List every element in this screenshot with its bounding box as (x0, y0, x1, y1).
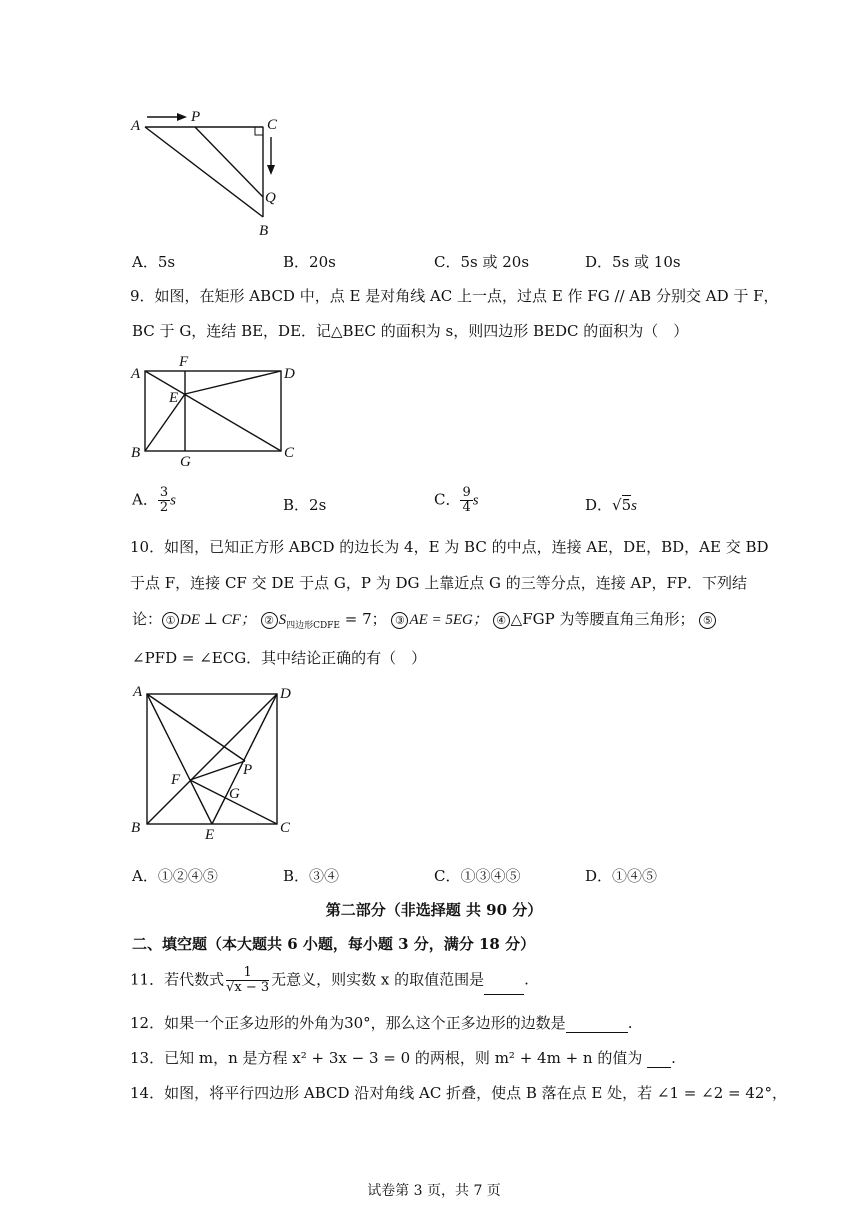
q9-option-c: C． $\frac{9}{4}$ s (434, 485, 479, 515)
q9-label-a: A (131, 366, 141, 382)
q8-option-c: C．5s 或 20s (434, 253, 530, 271)
q8-option-b: B．20s (283, 253, 336, 271)
q10-label-c: C (280, 820, 291, 836)
q10-label-p: P (243, 762, 253, 778)
q10-option-d: D．①④⑤ (585, 867, 658, 885)
conclusion-3-marker: ③ (391, 612, 408, 629)
page-footer: 试卷第 3 页，共 7 页 (367, 1183, 501, 1199)
q14-text: 14．如图，将平行四边形 ABCD 沿对角线 AC 折叠，使点 B 落在点 E 处，若 ∠1 = ∠2 = 42°， (130, 1084, 787, 1102)
q10-figure (125, 680, 300, 840)
q8-option-d: D．5s 或 10s (585, 253, 681, 271)
q9-label-e: E (169, 390, 179, 406)
q9-label-g: G (180, 454, 191, 470)
q10-label-f: F (171, 772, 181, 788)
q9-label-d: D (284, 366, 295, 382)
q10-text-line1: 10．如图，已知正方形 ABCD 的边长为 4，E 为 BC 的中点，连接 AE，DE，BD，AE 交 BD (130, 538, 769, 556)
q8-option-a: A．5s (132, 253, 176, 271)
q11-text: 11．若代数式 $\frac{1}{√x - 3}$ 无意义，则实数 x 的取值范围是 . (130, 965, 529, 995)
conclusion-5-marker: ⑤ (699, 612, 716, 629)
q9-text-line2: BC 于 G，连结 BE，DE．记△BEC 的面积为 s，则四边形 BEDC 的面积为（ ） (132, 322, 689, 340)
conclusion-1-marker: ① (162, 612, 179, 629)
fill-in-heading: 二、填空题（本大题共 6 小题，每小题 3 分，满分 18 分） (132, 935, 536, 953)
q9-text-line1: 9．如图，在矩形 ABCD 中，点 E 是对角线 AC 上一点，过点 E 作 FG // AB 分别交 AD 于 F， (130, 287, 779, 305)
q10-text-line3: 论： ① DE ⊥ CF； ② $S_{四边形CDFE} = 7$； ③ AE = 5EG； ④ △FGP 为等腰直角三角形； ⑤ (132, 608, 717, 631)
q10-label-b: B (131, 820, 141, 836)
q9-figure (125, 350, 310, 470)
q10-option-c: C．①③④⑤ (434, 867, 521, 885)
q9-label-f: F (179, 354, 189, 370)
q10-option-b: B．③④ (283, 867, 340, 885)
q9-option-d: D．√5s (585, 496, 637, 514)
q8-label-b: B (259, 223, 269, 239)
q10-label-d: D (280, 686, 291, 702)
q8-label-q: Q (265, 190, 276, 206)
q9-label-b: B (131, 445, 141, 461)
q8-figure (125, 105, 285, 240)
q13-text: 13．已知 m，n 是方程 x² + 3x − 3 = 0 的两根，则 m² + 4m + n 的值为 . (130, 1049, 676, 1067)
q10-label-a: A (133, 684, 143, 700)
q10-text-line2: 于点 F，连接 CF 交 DE 于点 G，P 为 DG 上靠近点 G 的三等分点，连接 AP，FP．下列结 (130, 574, 747, 592)
q10-text-line4: ∠PFD = ∠ECG．其中结论正确的有（ ） (132, 649, 427, 667)
q9-label-c: C (284, 445, 295, 461)
conclusion-2-marker: ② (261, 612, 278, 629)
q9-option-b: B．2s (283, 496, 327, 514)
q8-label-p: P (191, 109, 201, 125)
q8-label-a: A (131, 118, 141, 134)
q10-label-g: G (229, 786, 240, 802)
q10-option-a: A．①②④⑤ (132, 867, 218, 885)
q10-label-e: E (205, 827, 215, 840)
conclusion-4-marker: ④ (493, 612, 510, 629)
q8-label-c: C (267, 117, 278, 133)
section-2-title: 第二部分（非选择题 共 90 分） (325, 901, 543, 919)
q12-text: 12．如果一个正多边形的外角为30°，那么这个正多边形的边数是 . (130, 1014, 633, 1032)
q9-option-a: A． $\frac{3}{2}$ s (132, 485, 176, 515)
